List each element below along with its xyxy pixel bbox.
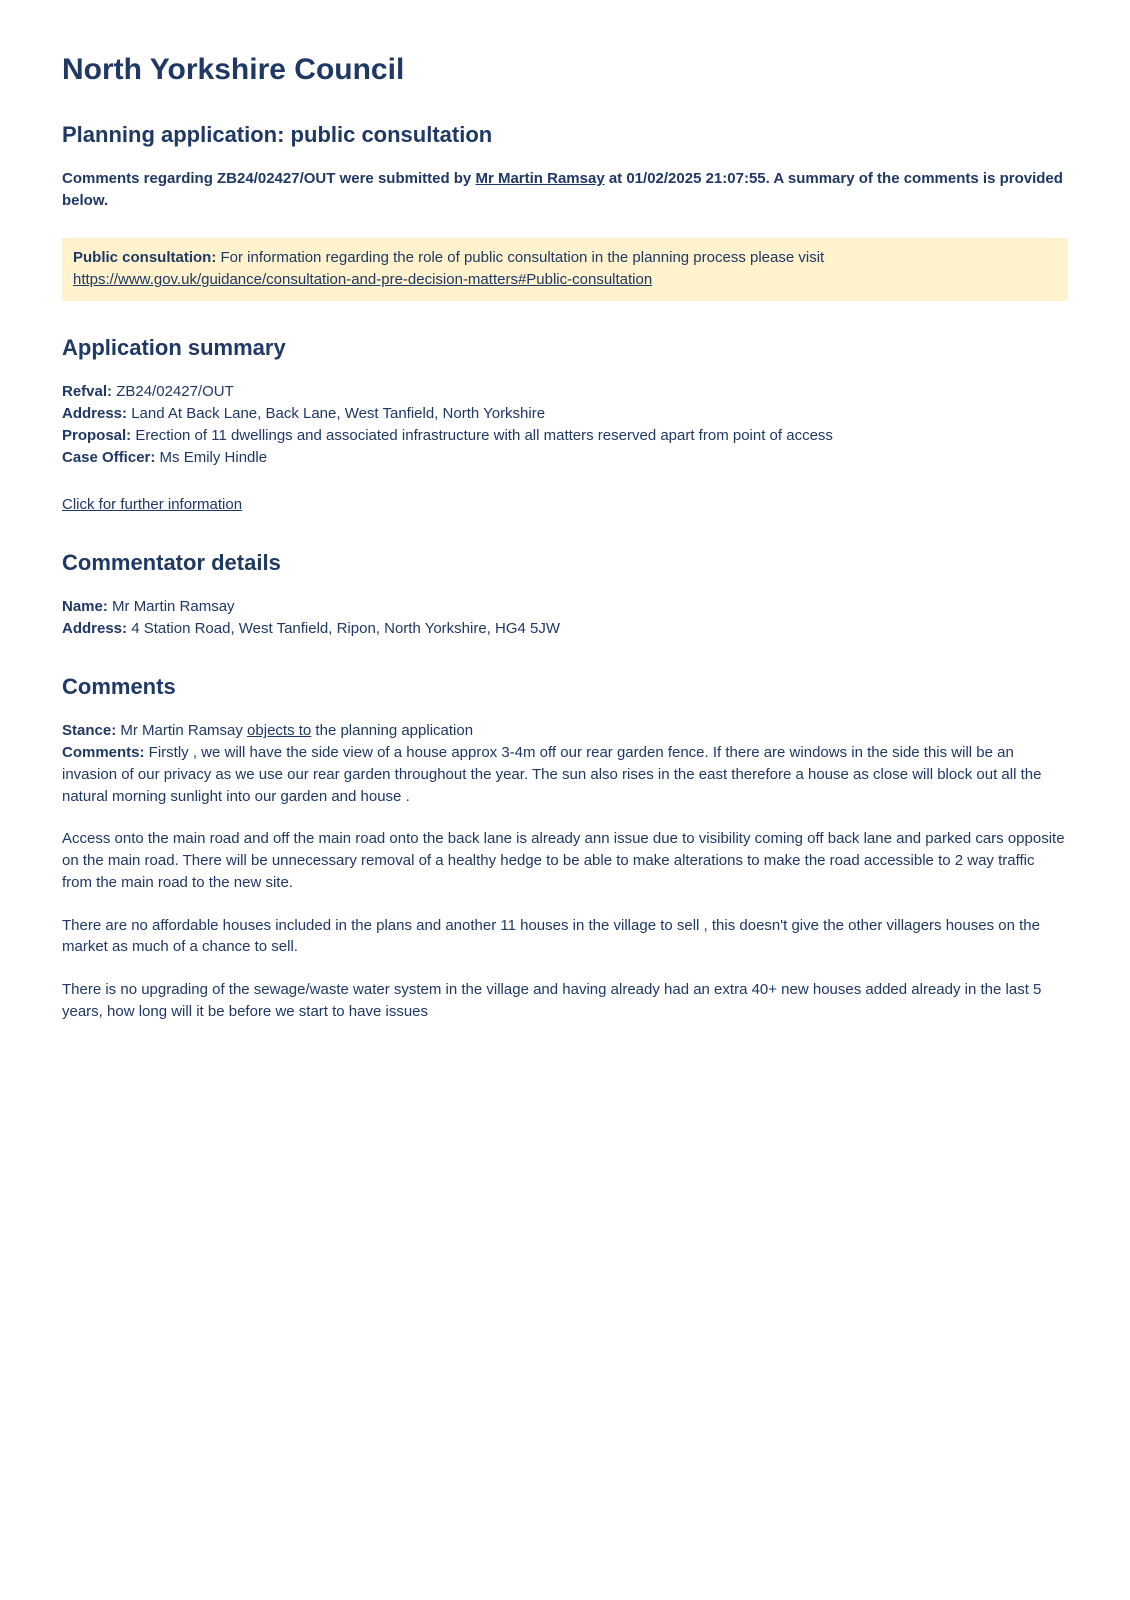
- further-information-row: [62, 494, 1068, 516]
- application-summary-fields: [62, 381, 1068, 468]
- field-value-name: Mr Martin Ramsay: [112, 598, 235, 616]
- gov-uk-consultation-link[interactable]: https://www.gov.uk/guidance/consultation-and-pre-decision-matters#Public-consultation: [73, 271, 653, 289]
- field-case-officer: [62, 447, 1068, 469]
- stance-emphasis: objects to: [247, 722, 312, 740]
- comments-first-text: Firstly , we will have the side view of a house approx 3-4m off our rear garden fence. If there are windows in the side this will be an invasion of our privacy as we use our rear garden throughout the year. The sun also rises in the east therefore a house as close will block out all the natural morning sunlight into our garden and house .: [62, 744, 1042, 805]
- comments-paragraph-3: There are no affordable houses included in the plans and another 11 houses in the village to sell , this doesn't give the other villagers houses on the market as much of a chance to sell.: [62, 916, 1040, 956]
- further-information-link[interactable]: Click for further information: [62, 496, 243, 514]
- field-value-refval: ZB24/02427/OUT: [116, 383, 234, 401]
- field-refval: [62, 381, 1068, 403]
- notice-text: For information regarding the role of public consultation in the planning process please visit: [216, 248, 825, 266]
- comments-paragraph-4: There is no upgrading of the sewage/waste water system in the village and having already had an extra 40+ new houses added already in the last 5 years, how long will it be before we start to have issues: [62, 981, 1042, 1020]
- section-heading-commentator-details: Commentator details: [62, 550, 281, 576]
- intro-paragraph: [62, 168, 1068, 212]
- field-value-address: Land At Back Lane, Back Lane, West Tanfield, North Yorkshire: [131, 405, 546, 423]
- field-value-commentator-address: 4 Station Road, West Tanfield, Ripon, North Yorkshire, HG4 5JW: [131, 620, 561, 638]
- field-label-commentator-address: Address:: [62, 620, 128, 638]
- field-proposal: [62, 425, 1068, 447]
- page-title: North Yorkshire Council: [62, 53, 405, 86]
- stance-text-pre: Mr Martin Ramsay: [116, 722, 248, 740]
- field-label-case-officer: Case Officer:: [62, 448, 156, 466]
- field-label-refval: Refval:: [62, 383, 113, 401]
- stance-label: Stance:: [62, 722, 117, 740]
- field-value-proposal: Erection of 11 dwellings and associated infrastructure with all matters reserved apart from point of access: [135, 426, 833, 444]
- section-heading-application-summary: Application summary: [62, 334, 286, 360]
- field-address: [62, 403, 1068, 425]
- section-heading-comments: Comments: [62, 673, 176, 699]
- stance-text-post: the planning application: [311, 722, 474, 740]
- field-label-address: Address:: [62, 405, 128, 423]
- commenter-name-link[interactable]: Mr Martin Ramsay: [475, 170, 605, 188]
- intro-text-post: at 01/02/2025 21:07:55. A summary of the comments is provided below.: [62, 170, 1063, 210]
- intro-text-pre: Comments regarding ZB24/02427/OUT were submitted by: [62, 170, 476, 188]
- notice-label: Public consultation:: [73, 248, 217, 266]
- comments-first-paragraph: [62, 742, 1068, 807]
- public-consultation-notice: [62, 238, 1068, 301]
- field-name: [62, 596, 1068, 618]
- field-value-case-officer: Ms Emily Hindle: [159, 448, 268, 466]
- field-label-proposal: Proposal:: [62, 426, 132, 444]
- field-label-name: Name:: [62, 598, 108, 616]
- comments-label: Comments:: [62, 744, 145, 762]
- comments-body: [62, 720, 1068, 1022]
- section-heading-consultation: Planning application: public consultation: [62, 122, 493, 147]
- stance-line: [62, 720, 1068, 742]
- comments-paragraph-2: Access onto the main road and off the main road onto the back lane is already ann issue due to visibility coming off back lane and parked cars opposite on the main road. There will be unnecessary removal of a healthy hedge to be able to make alterations to make the road accessible to 2 way traffic from the main road to the new site.: [62, 830, 1065, 891]
- commentator-fields: [62, 596, 1068, 640]
- field-commentator-address: [62, 618, 1068, 640]
